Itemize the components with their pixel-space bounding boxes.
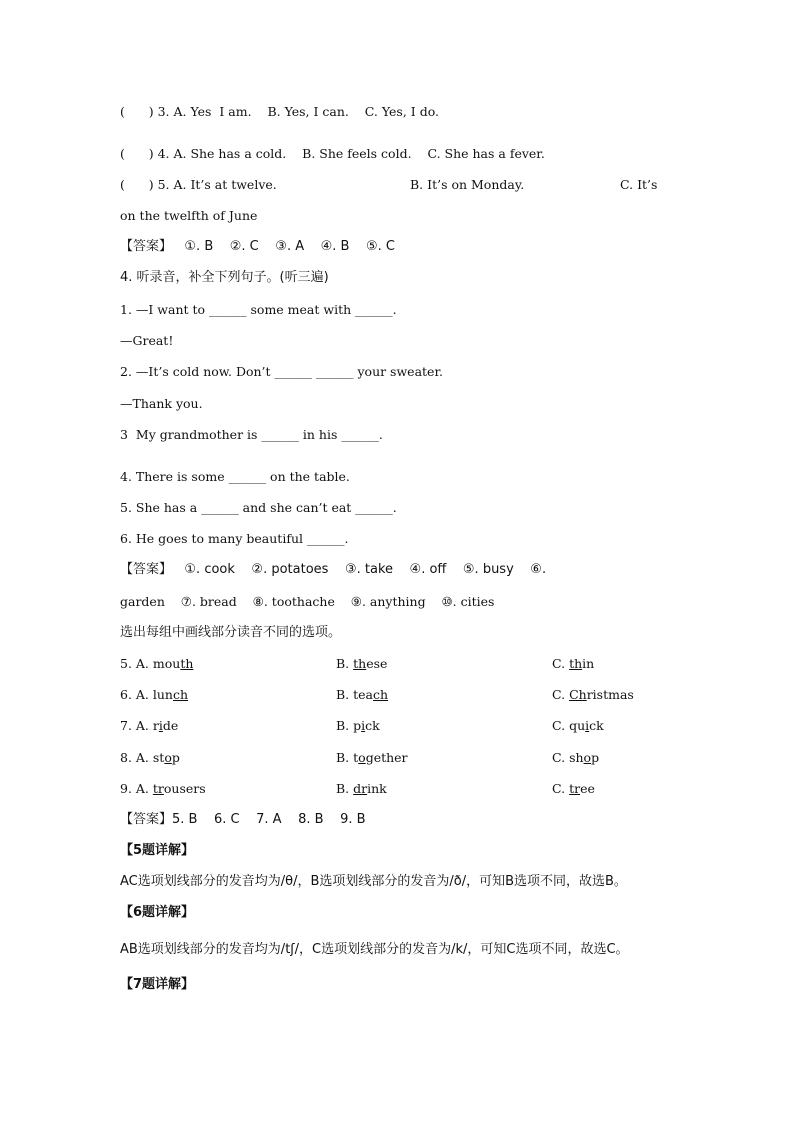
sentence-line: 1. —I want to ______ some meat with ______. — [120, 302, 397, 317]
option-b: B. pick — [336, 718, 380, 733]
option-b: B. drink — [336, 781, 387, 796]
option-a: 6. A. lunch — [120, 687, 189, 702]
answer-section-4-line1: 【答案】 ①. cook ②. potatoes ③. take ④. off ⑤. busy ⑥. — [120, 562, 547, 577]
option-c: C. quick — [552, 718, 604, 733]
question-5-option-a: ( ) 5. A. It’s at twelve. — [120, 177, 277, 192]
sentence-line: 4. There is some ______ on the table. — [120, 469, 350, 484]
phonics-heading: 选出每组中画线部分读音不同的选项。 — [120, 625, 342, 640]
question-5-continuation: on the twelfth of June — [120, 208, 258, 223]
sentence-line: —Thank you. — [120, 396, 203, 411]
question-5-option-c: C. It’s — [620, 177, 658, 192]
explanation-title: 【5题详解】 — [120, 843, 195, 858]
option-a: 9. A. trousers — [120, 781, 206, 796]
option-b: B. together — [336, 750, 408, 765]
option-b: B. these — [336, 656, 388, 671]
answer-section-4-line2: garden ⑦. bread ⑧. toothache ⑨. anything ⑩. cities — [120, 594, 495, 609]
sentence-line: 5. She has a ______ and she can’t eat ______. — [120, 500, 397, 515]
question-5-option-b: B. It’s on Monday. — [410, 177, 525, 192]
answer-phonics: 【答案】5. B 6. C 7. A 8. B 9. B — [120, 812, 366, 827]
option-a: 5. A. mouth — [120, 656, 194, 671]
explanation-text: AB选项划线部分的发音均为/tʃ/，C选项划线部分的发音为/k/，可知C选项不同，故选C。 — [120, 942, 629, 957]
answer-section-3: 【答案】 ①. B ②. C ③. A ④. B ⑤. C — [120, 239, 395, 254]
sentence-line: 2. —It’s cold now. Don’t ______ ______ your sweater. — [120, 364, 444, 379]
option-b: B. teach — [336, 687, 389, 702]
explanation-text: AC选项划线部分的发音均为/θ/，B选项划线部分的发音为/ð/，可知B选项不同，故选B。 — [120, 874, 627, 889]
sentence-line: 3 My grandmother is ______ in his ______. — [120, 427, 383, 442]
sentence-line: 6. He goes to many beautiful ______. — [120, 531, 349, 546]
option-a: 8. A. stop — [120, 750, 180, 765]
explanation-title: 【6题详解】 — [120, 905, 195, 920]
sentence-line: —Great! — [120, 333, 174, 348]
option-c: C. Christmas — [552, 687, 634, 702]
option-c: C. thin — [552, 656, 595, 671]
section-4-heading: 4. 听录音，补全下列句子。(听三遍) — [120, 270, 329, 285]
option-c: C. tree — [552, 781, 595, 796]
question-3: ( ) 3. A. Yes I am. B. Yes, I can. C. Yes, I do. — [120, 104, 439, 119]
explanation-title: 【7题详解】 — [120, 977, 195, 992]
option-a: 7. A. ride — [120, 718, 179, 733]
question-4: ( ) 4. A. She has a cold. B. She feels cold. C. She has a fever. — [120, 146, 545, 161]
option-c: C. shop — [552, 750, 600, 765]
